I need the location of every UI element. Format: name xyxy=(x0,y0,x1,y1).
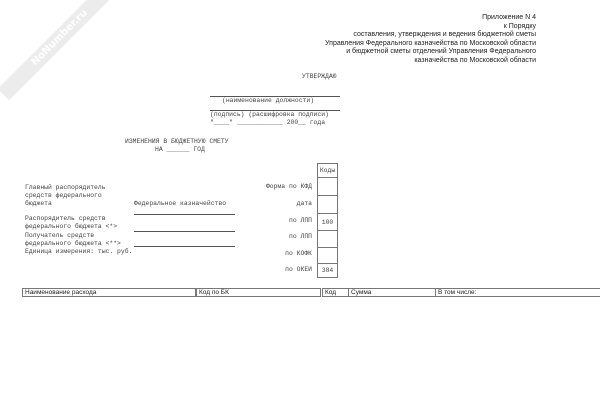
code-label: Форма по КФД xyxy=(265,183,312,190)
appendix-line: и бюджетной сметы отделений Управления Федерального xyxy=(346,48,536,55)
approve-date: "____" ____________ 200__ года xyxy=(210,119,326,126)
code-label: дата xyxy=(296,200,312,207)
column-header-bk-code: Код по БК xyxy=(196,288,321,297)
column-header-code: Код xyxy=(322,288,349,297)
label-line: Получатель средств xyxy=(25,232,95,239)
appendix-line: составления, утверждения и ведения бюджетной сметы xyxy=(353,31,536,38)
doc-year: НА ______ ГОД xyxy=(155,146,205,153)
code-label: по ЛПП xyxy=(288,217,312,224)
column-header-sum: Сумма xyxy=(348,288,436,297)
label-line: федерального бюджета <*> xyxy=(25,223,118,230)
code-cell: 384 xyxy=(317,263,338,278)
label-line: бюджета xyxy=(25,200,52,207)
appendix-line: Приложение N 4 xyxy=(482,14,536,21)
label-line: федерального бюджета <**> xyxy=(25,240,121,247)
manager-label xyxy=(25,215,117,231)
appendix-line: к Порядку xyxy=(503,22,536,30)
label-line: средств федерального xyxy=(25,192,102,199)
recipient-label xyxy=(25,232,121,248)
code-label: по КОФК xyxy=(285,250,312,257)
label-line: Распорядитель средств xyxy=(25,215,106,222)
appendix-block xyxy=(325,14,536,65)
column-header-including: В том числе: xyxy=(435,288,600,297)
appendix-line: казначейства по Московской области xyxy=(414,56,536,64)
code-cell xyxy=(317,230,338,248)
position-caption: (наименование должности) xyxy=(222,97,315,104)
column-header-expense-name: Наименование расхода xyxy=(22,288,196,297)
doc-title: ИЗМЕНЕНИЯ В БЮДЖЕТНУЮ СМЕТУ xyxy=(125,138,229,145)
code-cell xyxy=(317,195,338,214)
label-line: Главный распорядитель xyxy=(25,184,106,191)
unit-label: Единица измерения: тыс. руб. xyxy=(25,248,133,255)
code-cell xyxy=(317,177,338,196)
code-cell: 100 xyxy=(317,213,338,231)
code-cell xyxy=(317,247,338,264)
appendix-line: Управления Федерального казначейства по Московской области xyxy=(325,39,536,47)
watermark: NoNumber.ru xyxy=(0,0,122,100)
codes-header: Коды xyxy=(317,163,338,178)
signature-caption: (подпись) (расшифровка подписи) xyxy=(210,111,329,118)
main-manager-label xyxy=(25,184,106,208)
approve-title: УТВЕРЖДАЮ xyxy=(302,73,337,80)
main-manager-value: Федеральное казначейство xyxy=(134,200,227,207)
code-label: по ЛПП xyxy=(288,233,312,240)
code-label: по ОКЕИ xyxy=(285,266,312,273)
